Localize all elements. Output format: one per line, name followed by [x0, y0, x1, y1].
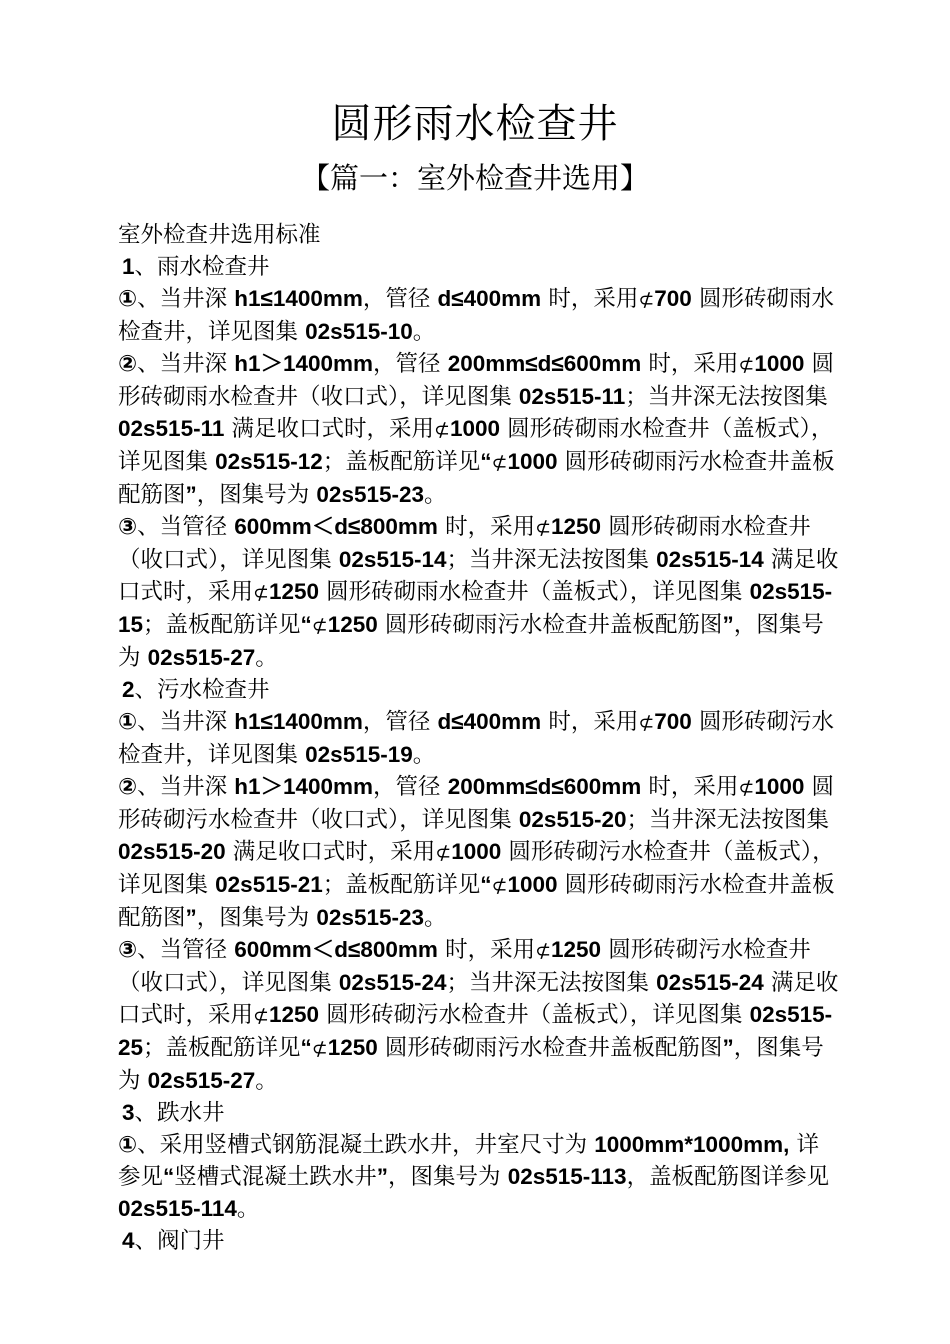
atlas-number: 02s515-27: [147, 1068, 256, 1093]
text: 圆形砖砌污水检查井（盖板式），详见图集: [118, 839, 835, 898]
text: 圆形砖砌雨水检查井，详见图集: [118, 286, 834, 345]
paragraph-sewage-2: [118, 771, 840, 934]
diameter-symbol: ⊄: [535, 940, 551, 962]
text: 。: [255, 1068, 278, 1094]
text: 。: [424, 482, 447, 508]
text: ；盖板配筋详见: [143, 1035, 301, 1061]
value: 200mm≤d≤600mm: [447, 774, 642, 799]
text: 时，采用: [541, 709, 639, 735]
text: 圆形砖砌污水检查井（收口式），详见图集: [118, 774, 835, 833]
atlas-number: 02s515-11: [118, 416, 225, 441]
text: ，盖板配筋图详参见: [626, 1164, 830, 1190]
value: 600mm＜d≤800mm: [234, 514, 438, 539]
atlas-number: 02s515-23: [316, 482, 425, 507]
item-marker: ①: [118, 709, 138, 734]
diameter-symbol: ⊄: [491, 875, 508, 897]
page-title: 圆形雨水检查井: [331, 101, 619, 147]
value: 1250: [327, 1035, 378, 1060]
atlas-number: 02s515-113: [507, 1164, 627, 1189]
text: 圆形砖砌雨污水检查井盖板配筋图: [118, 449, 835, 508]
value: 1000: [507, 872, 558, 897]
item-marker: ③: [118, 937, 138, 962]
value: 1000: [507, 449, 558, 474]
text: 、当井深: [137, 774, 235, 800]
text: ；当井深无法按图集: [446, 547, 657, 573]
quote-open: “: [480, 872, 492, 897]
section-heading-text: 、跌水井: [134, 1100, 225, 1126]
value: h1≤1400mm: [234, 709, 363, 734]
paragraph-rain-3: [118, 511, 840, 674]
diameter-symbol: ⊄: [253, 1005, 269, 1027]
value: 1000: [451, 839, 502, 864]
atlas-number: 02s515-21: [215, 872, 323, 897]
atlas-number: 02s515-14: [656, 547, 764, 572]
text: 详参见: [118, 1132, 820, 1190]
text: 。: [424, 905, 447, 931]
quote-close: ”: [185, 482, 197, 507]
text: ，管径: [362, 286, 438, 312]
section-heading-valve-well: [118, 1225, 840, 1257]
value: 1250: [551, 937, 602, 962]
item-marker: ①: [118, 1132, 138, 1157]
value: 700: [654, 286, 692, 311]
atlas-number: 02s515-24: [656, 970, 764, 995]
atlas-number: 02s515-25: [118, 1002, 833, 1060]
intro-line: 室外检查井选用标准: [118, 222, 321, 248]
text: ，管径: [373, 774, 448, 800]
text: 圆形砖砌污水检查井，详见图集: [118, 709, 834, 768]
value: 1000mm*1000mm,: [594, 1132, 790, 1157]
section-heading-sewage: [118, 674, 840, 706]
atlas-number: 02s515-114: [118, 1196, 237, 1221]
text: 时，采用: [437, 514, 536, 540]
quote-open: “: [480, 449, 492, 474]
diameter-symbol: ⊄: [738, 354, 755, 376]
text: 满足收口式时，采用: [225, 839, 436, 865]
text: 满足收口式时，采用: [118, 547, 839, 605]
text: 、当井深: [137, 351, 235, 377]
quote-open: “: [300, 1035, 312, 1060]
text: 、当井深: [137, 286, 235, 312]
value: 1000: [449, 416, 500, 441]
text: 时，采用: [541, 286, 639, 312]
paragraph-rain-1: [118, 283, 840, 348]
atlas-number: 02s515-12: [215, 449, 323, 474]
section-heading-rainwater: [118, 251, 840, 283]
text: ，图集号为: [118, 612, 824, 671]
item-marker: ①: [118, 286, 138, 311]
text: 圆形砖砌雨污水检查井盖板配筋图: [377, 612, 723, 638]
atlas-number: 02s515-23: [316, 905, 425, 930]
text: 、当管径: [137, 937, 235, 963]
text: 。: [412, 319, 436, 345]
text: ，图集号为: [196, 905, 317, 931]
text: 。: [255, 645, 278, 671]
value: h1＞1400mm: [234, 774, 374, 799]
atlas-number: 02s515-14: [338, 547, 447, 572]
text: 时，采用: [437, 937, 536, 963]
text: 圆形砖砌雨水检查井（盖板式），详见图集: [319, 579, 750, 605]
text: 。: [236, 1196, 260, 1222]
text: ，图集号为: [388, 1164, 508, 1190]
value: 700: [654, 709, 692, 734]
value: h1≤1400mm: [234, 286, 363, 311]
atlas-number: 02s515-20: [118, 839, 226, 864]
text: 、采用竖槽式钢筋混凝土跌水井，井室尺寸为: [137, 1132, 595, 1158]
paragraph-sewage-3: [118, 934, 840, 1097]
diameter-symbol: ⊄: [738, 777, 755, 799]
quote-close: ”: [185, 905, 197, 930]
text: ，图集号为: [196, 482, 317, 508]
text: ；当井深无法按图集: [625, 384, 828, 410]
value: 1250: [268, 579, 319, 604]
item-marker: ②: [118, 351, 138, 376]
text: 满足收口式时，采用: [224, 416, 435, 442]
diameter-symbol: ⊄: [491, 452, 508, 474]
text: 圆形砖砌雨水检查井（盖板式），详见图集: [118, 416, 834, 475]
value: 1000: [754, 351, 805, 376]
text: 圆形砖砌雨水检查井（收口式），详见图集: [118, 514, 811, 573]
text: 圆形砖砌污水检查井（盖板式），详见图集: [319, 1002, 750, 1028]
value: 1250: [327, 612, 378, 637]
text: 竖槽式混凝土跌水井: [174, 1164, 377, 1190]
text: ；当井深无法按图集: [626, 807, 830, 833]
paragraph-sewage-1: [118, 706, 840, 771]
value: 1000: [754, 774, 805, 799]
diameter-symbol: ⊄: [253, 582, 269, 604]
item-marker: ②: [118, 774, 138, 799]
text: 圆形砖砌污水检查井（收口式），详见图集: [118, 937, 811, 996]
text: ；当井深无法按图集: [446, 970, 657, 996]
diameter-symbol: ⊄: [434, 419, 450, 441]
text: ；盖板配筋详见: [322, 872, 481, 898]
quote-close: ”: [722, 1035, 734, 1060]
quote-close: ”: [376, 1164, 389, 1189]
item-marker: ③: [118, 514, 138, 539]
text: ，图集号为: [118, 1035, 824, 1094]
atlas-number: 02s515-11: [518, 384, 626, 409]
diameter-symbol: ⊄: [311, 1038, 328, 1060]
text: ，管径: [373, 351, 448, 377]
text: 满足收口式时，采用: [118, 970, 839, 1028]
section-heading-text: 、雨水检查井: [134, 254, 270, 280]
atlas-number: 02s515-24: [338, 970, 447, 995]
value: h1＞1400mm: [234, 351, 374, 376]
diameter-symbol: ⊄: [638, 289, 655, 311]
section-heading-text: 、污水检查井: [134, 677, 270, 703]
diameter-symbol: ⊄: [638, 712, 655, 734]
section-heading-drop-well: [118, 1097, 840, 1129]
document-body: [118, 220, 840, 1257]
section-number: 1: [122, 254, 135, 279]
text: 圆形砖砌雨污水检查井盖板配筋图: [118, 872, 835, 931]
value: 1250: [551, 514, 602, 539]
diameter-symbol: ⊄: [435, 842, 452, 864]
value: 1250: [268, 1002, 319, 1027]
diameter-symbol: ⊄: [535, 517, 551, 539]
diameter-symbol: ⊄: [311, 615, 328, 637]
section-number: 2: [122, 677, 135, 702]
atlas-number: 02s515-27: [147, 645, 256, 670]
paragraph-rain-2: [118, 348, 840, 511]
value: 200mm≤d≤600mm: [447, 351, 642, 376]
atlas-number: 02s515-20: [518, 807, 627, 832]
atlas-number: 02s515-19: [305, 742, 413, 767]
section-number: 3: [122, 1100, 135, 1125]
atlas-number: 02s515-10: [305, 319, 413, 344]
text: 圆形砖砌雨污水检查井盖板配筋图: [377, 1035, 723, 1061]
quote-open: “: [300, 612, 312, 637]
section-subtitle: 【篇一：室外检查井选用】: [300, 161, 649, 195]
text: 、当管径: [137, 514, 235, 540]
text: 、当井深: [137, 709, 235, 735]
text: ；盖板配筋详见: [143, 612, 301, 638]
text: 时，采用: [641, 774, 739, 800]
quote-close: ”: [722, 612, 734, 637]
value: 600mm＜d≤800mm: [234, 937, 438, 962]
section-heading-text: 、阀门井: [134, 1228, 225, 1254]
paragraph-drop-1: [118, 1129, 840, 1225]
atlas-number: 02s515-15: [118, 579, 833, 637]
quote-open: “: [163, 1164, 175, 1189]
text: 时，采用: [641, 351, 739, 377]
value: d≤400mm: [437, 709, 542, 734]
section-number: 4: [122, 1228, 135, 1253]
text: 圆形砖砌雨水检查井（收口式），详见图集: [118, 351, 835, 410]
value: d≤400mm: [437, 286, 542, 311]
text: 。: [412, 742, 436, 768]
text: ；盖板配筋详见: [322, 449, 481, 475]
text: ，管径: [362, 709, 438, 735]
